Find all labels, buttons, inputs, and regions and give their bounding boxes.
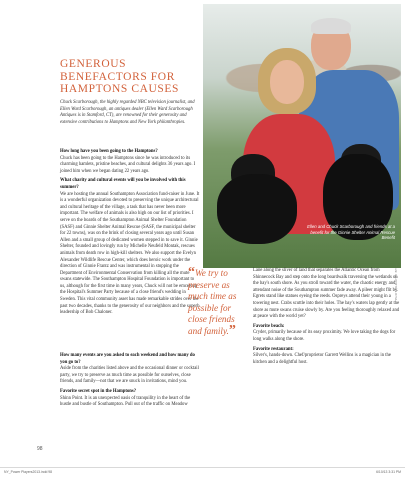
pull-quote [188, 265, 248, 338]
dog-body-left [217, 174, 297, 244]
continued-text: Lane along the sliver of land that separates the Atlantic Ocean from Shinnecock Bay and step onto the long boardwalk traversing the wetlands on the bay's south shore. As you stroll toward the water, the chaotic energy and attendant noise of the Southampton summer fade away. A pileer might flit by. Egrets stand like statues eyeing the reeds. Ospreys attend their young in a towering nest. Crabs scuttle into their holes. The bay's waters lap gently at the shore as mute swans cruise slowly by. Are you feeling thoroughly relaxed and at peace with the world yet? [253, 268, 400, 320]
question: Favorite secret spot in the Hamptons? [60, 388, 137, 394]
answer: Chuck has been going to the Hamptons since he was introduced to its charming hamlets, pristine beaches, and cultural delights 36 years ago. I joined him when we began dating 22 years ago. [60, 155, 196, 174]
article-intro: Chuck Scarborough, the highly regarded NBC television journalist, and Ellen Ward Scarborough, an antiques dealer (Ellen Ward Scarborough Antiques is in Stamford, CT), are renowned for their generosity and extensive contributions to Hamptons and New York philanthropies. [60, 100, 195, 125]
article-column-right [253, 268, 401, 366]
answer: Aside from the charities listed above and the occasional dinner or cocktail party, we try to preserve as much time as possible for ourselves, close friends, and family—not that we are snuck in invitations, mind you. [60, 366, 199, 385]
slug-divider [0, 467, 405, 468]
article-headline: GENEROUS BENEFACTORS FOR HAMPTONS CAUSES [60, 58, 180, 95]
man-hair [311, 18, 351, 34]
question: Favorite restaurant: [253, 346, 294, 352]
photo-credit: PHOTOGRAPHY BY ... [394, 263, 398, 300]
article-column-left [60, 146, 200, 317]
woman-face [270, 60, 304, 104]
question: Favorite beach: [253, 323, 285, 329]
answer: Silver's, hands-down. Chef/proprietor Garrett Wellins is a magician in the kitchen and a delightful host. [253, 353, 391, 365]
question: How long have you been going to the Hamptons? [60, 149, 158, 154]
page-number: 98 [37, 446, 43, 452]
date-slug: 6/10/13 3:31 PM [376, 470, 401, 474]
pull-quote-text: We try to preserve as much time as possible for close friends and family. [188, 268, 237, 336]
answer: Cryder, primarily because of its easy proximity. We love taking the dogs for long walks along the shore. [253, 330, 396, 342]
answer: Shinn Point. It is an unexpected oasis of tranquility in the heart of the hustle and bustle of Southampton. Pull out of the traffic on Meadow [60, 395, 191, 408]
open-quote-mark: “ [188, 265, 195, 280]
answer: We are hosting the annual Southampton Association fund-raiser in June. It is a wonderful organization devoted to preserving the unique architectural and cultural heritage of the village, a task that has never been more important. The welfare of animals is also high on our list of priorities. I serve on the boards of the Southampton Animal Shelter Foundation (SASF) and Ginnie Shelter Animal Rescue (SASF, the municipal shelter for 22 towns), was on the brink of closing several years ago until Susan Allen and a small group of dedicated women stepped in to save it. Ginnie Shelter, founded and lovingly run by Michelle Neufeld Montak, rescues animals from death row in high-kill shelters. We also support the Evelyn Alexander Wildlife Rescue Center, which does heroic work under the direction of Ginnie Frantz and was instrumental in stopping the Department of Environmental Conservation from killing all the mute swans statewide. The Southampton Hospital Foundation is important to us, although for the first time in many years, Chuck will not be emceeing the Hospital's Summer Party because of a close friend's wedding in Sweden. This vital community asset has made remarkable strides over the past two decades, thanks to the generosity of our neighbors and the superb leadership of Bob Chaloner. [60, 191, 200, 316]
file-slug: NY_Power Players2013.indd 98 [4, 470, 53, 474]
photo-caption: Ellen and Chuck Scarborough and friends at a benefit for the Ginnie Shelter Animal Rescue Benefit [307, 224, 395, 240]
cover-photo [203, 4, 401, 268]
question: How many events are you asked to each weekend and how many do you go to? [60, 353, 195, 365]
close-quote-mark: ” [228, 322, 236, 338]
question: What charity and cultural events will you be involved with this summer? [60, 178, 186, 190]
article-lower-left [60, 350, 200, 409]
